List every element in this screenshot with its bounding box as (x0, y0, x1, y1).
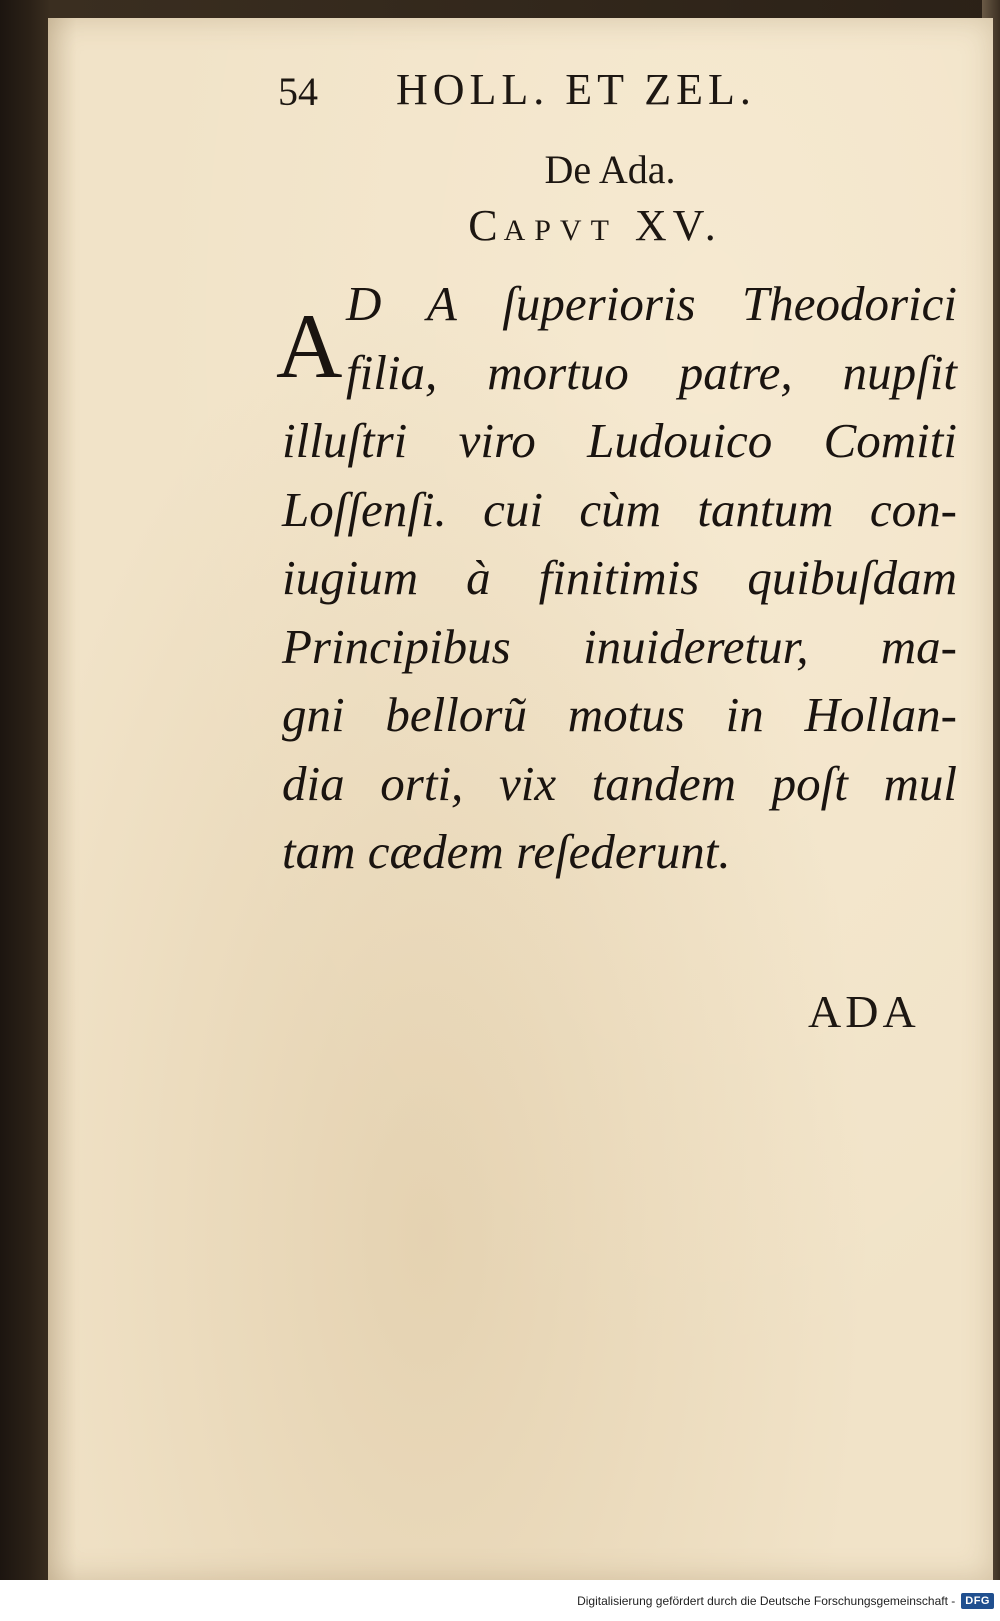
dfg-logo: DFG (961, 1593, 994, 1609)
credit-text: Digitalisierung gefördert durch die Deutsche Forschungsgemeinschaft - (577, 1594, 956, 1608)
text-line: tam cædem reſederunt. (282, 824, 731, 879)
chapter-numeral: XV. (634, 201, 722, 250)
text-line: filia, mortuo patre, nupſit (346, 344, 957, 400)
text-line: D A ſuperioris Theodorici (346, 276, 957, 331)
section-subheading: De Ada. (544, 147, 676, 192)
text-line: Loſſenſi. cui cùm tantum con- (282, 481, 957, 537)
digitization-credit (577, 1590, 994, 1612)
catchword: ADA (808, 986, 920, 1037)
text-line: dia orti, vix tandem poſt mul (282, 755, 957, 811)
running-title: HOLL. ET ZEL. (396, 65, 756, 114)
page-number: 54 (278, 69, 318, 114)
drop-cap-initial: A (276, 295, 343, 397)
text-line: gni bellorũ motus in Hollan- (282, 687, 957, 742)
chapter-prefix-rest: APVT (503, 214, 618, 247)
chapter-prefix-initial: C (468, 201, 504, 250)
chapter-heading (0, 200, 1000, 251)
body-paragraph (276, 270, 957, 887)
running-header (278, 64, 838, 124)
text-line: Principibus inuideretur, ma- (282, 618, 957, 674)
text-line: illuſtri viro Ludouico Comiti (282, 413, 957, 468)
text-line: iugium à finitimis quibuſdam (282, 550, 957, 605)
